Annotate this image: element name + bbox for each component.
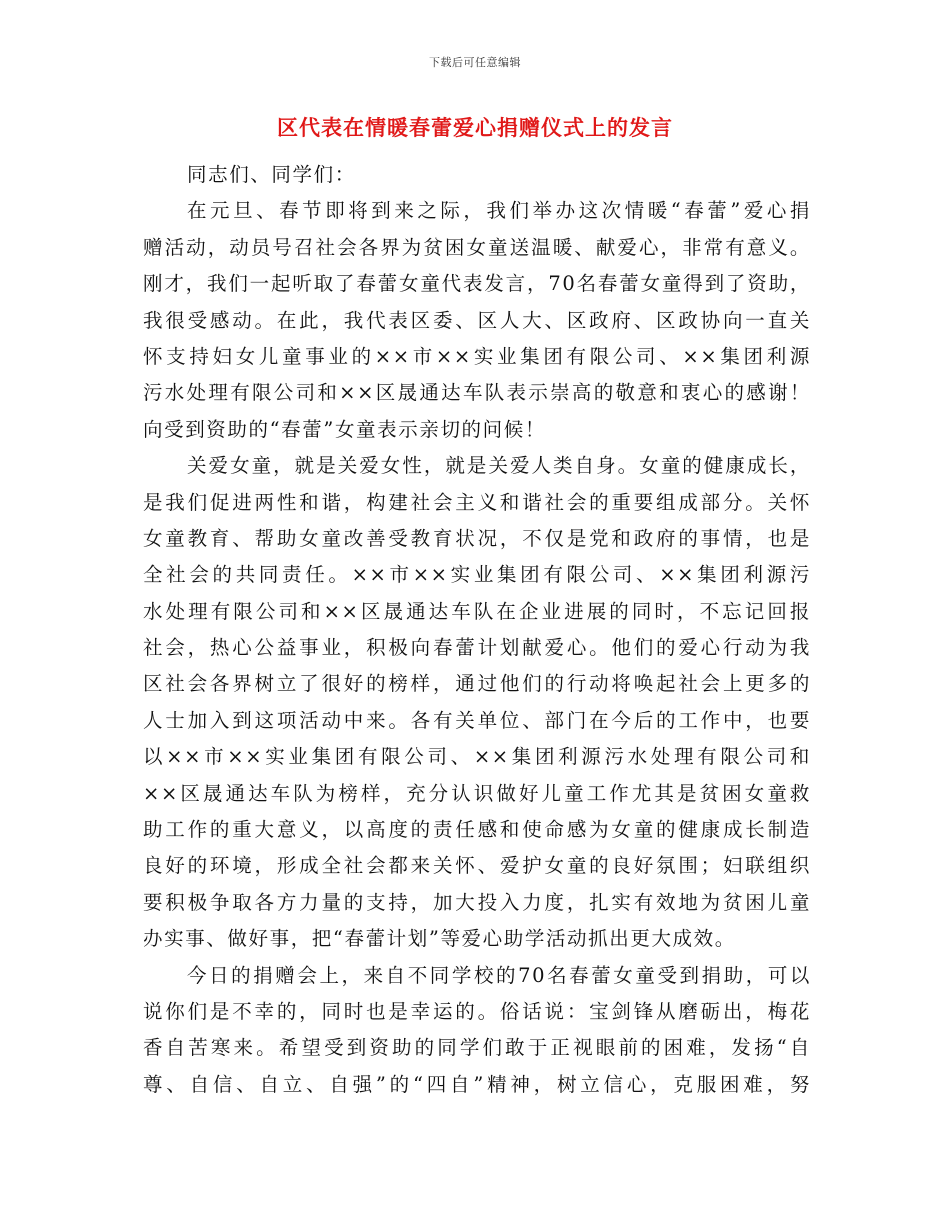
text-line: 关爱女童，就是关爱女性，就是关爱人类自身。女童的健康成长， [187,454,811,478]
text-line: 助工作的重大意义，以高度的责任感和使命感为女童的健康成长制造 [143,818,811,842]
text-line: 在元旦、春节即将到来之际，我们举办这次情暖“春蕾”爱心捐 [187,199,811,223]
text-line: 污水处理有限公司和××区晟通达车队表示崇高的敬意和衷心的感谢！ [143,381,811,405]
text-line: 女童教育、帮助女童改善受教育状况，不仅是党和政府的事情，也是 [143,526,811,550]
text-line: 区社会各界树立了很好的榜样，通过他们的行动将唤起社会上更多的 [143,672,811,696]
paragraph-1 [143,193,811,448]
text-line: 怀支持妇女儿童事业的××市××实业集团有限公司、××集团利源 [143,344,811,368]
text-line: 尊、自信、自立、自强”的“四自”精神，树立信心，克服困难，努 [143,1072,811,1096]
page-header-note: 下载后可任意编辑 [429,56,521,69]
paragraph-salutation [143,157,811,193]
text-line: 全社会的共同责任。××市××实业集团有限公司、××集团利源污 [143,563,811,587]
document-title: 区代表在情暖春蕾爱心捐赠仪式上的发言 [277,115,673,140]
text-line: 我很受感动。在此，我代表区委、区人大、区政府、区政协向一直关 [143,308,811,332]
text-line: 水处理有限公司和××区晟通达车队在企业进展的同时，不忘记回报 [143,599,811,623]
text-line: 香自苦寒来。希望受到资助的同学们敢于正视眼前的困难，发扬“自 [143,1036,811,1060]
paragraph-2 [143,448,811,957]
text-line: 赠活动，动员号召社会各界为贫困女童送温暖、献爱心，非常有意义。 [143,235,811,259]
text-line: 以××市××实业集团有限公司、××集团利源污水处理有限公司和 [143,745,811,769]
text-line: 良好的环境，形成全社会都来关怀、爱护女童的良好氛围；妇联组织 [143,854,811,878]
text-line: 今日的捐赠会上，来自不同学校的70名春蕾女童受到捐助，可以 [187,963,811,987]
text-line: 人士加入到这项活动中来。各有关单位、部门在今后的工作中，也要 [143,708,811,732]
text-line: 刚才，我们一起听取了春蕾女童代表发言，70名春蕾女童得到了资助， [143,272,811,296]
text-line: 办实事、做好事，把“春蕾计划”等爱心助学活动抓出更大成效。 [143,927,736,951]
paragraph-3 [143,958,811,1104]
text-line: 说你们是不幸的，同时也是幸运的。俗话说：宝剑锋从磨砺出，梅花 [143,999,811,1023]
text-line: 社会，热心公益事业，积极向春蕾计划献爱心。他们的爱心行动为我 [143,636,811,660]
document-body [143,157,811,1103]
text-line: 向受到资助的“春蕾”女童表示亲切的问候！ [143,417,546,441]
text-line: 同志们、同学们： [187,163,356,186]
text-line: ××区晟通达车队为榜样，充分认识做好儿童工作尤其是贫困女童救 [143,781,811,805]
text-line: 是我们促进两性和谐，构建社会主义和谐社会的重要组成部分。关怀 [143,490,811,514]
text-line: 要积极争取各方力量的支持，加大投入力度，扎实有效地为贫困儿童 [143,890,811,914]
